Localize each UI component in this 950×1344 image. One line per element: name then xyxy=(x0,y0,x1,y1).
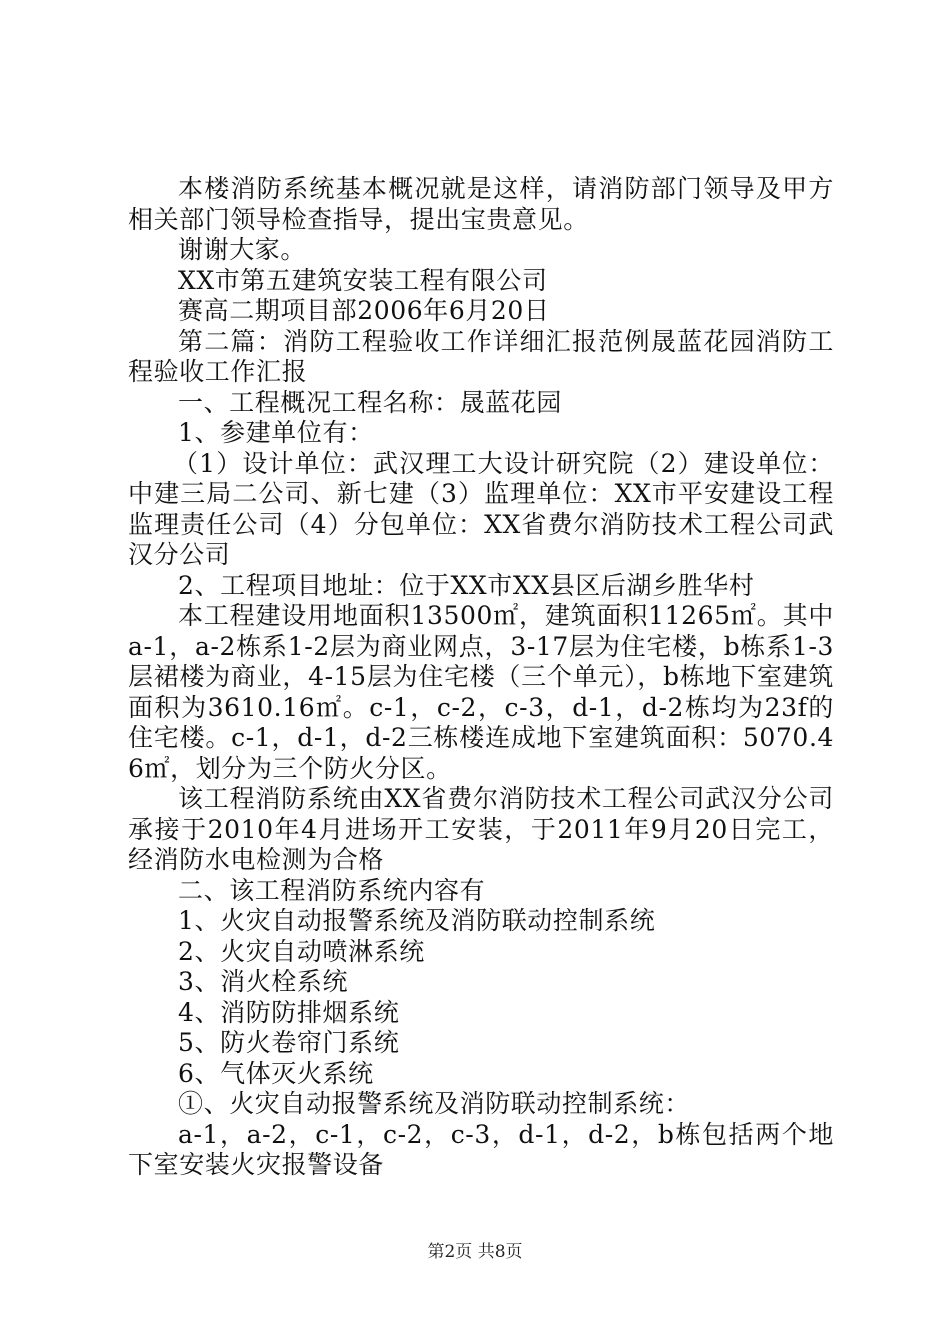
list-item: 6、气体灭火系统 xyxy=(178,1058,374,1088)
section-heading: 第二篇：消防工程验收工作详细汇报范例晟蓝花园消防工程验收工作汇报 xyxy=(128,326,834,386)
paragraph: 本楼消防系统基本概况就是这样，请消防部门领导及甲方相关部门领导检查指导，提出宝贵意见。 xyxy=(128,174,834,234)
document-body xyxy=(128,174,834,1181)
paragraph: 一、工程概况工程名称：晟蓝花园 xyxy=(178,387,563,417)
paragraph: （1）设计单位：武汉理工大设计研究院（2）建设单位：中建三局二公司、新七建（3）监理单位：XX市平安建设工程监理责任公司（4）分包单位：XX省费尔消防技术工程公司武汉分公司 xyxy=(128,448,834,569)
paragraph: 本工程建设用地面积13500㎡，建筑面积11265㎡。其中a-1，a-2栋系1-2层为商业网点，3-17层为住宅楼，b栋系1-3层裙楼为商业，4-15层为住宅楼（三个单元），b栋地下室建筑面积为3610.16㎡。c-1，c-2，c-3，d-1，d-2栋均为23f的住宅楼。c-1，d-1，d-2三栋楼连成地下室建筑面积：5070.46㎡，划分为三个防火分区。 xyxy=(128,601,834,783)
list-item: 3、消火栓系统 xyxy=(178,967,349,996)
paragraph: 赛高二期项目部2006年6月20日 xyxy=(178,296,550,325)
list-item: 5、防火卷帘门系统 xyxy=(178,1028,400,1057)
paragraph: a-1，a-2，c-1，c-2，c-3，d-1，d-2，b栋包括两个地下室安装火灾报警设备 xyxy=(128,1119,834,1179)
page-footer: 第2页 共8页 xyxy=(427,1242,523,1262)
list-item: 4、消防防排烟系统 xyxy=(178,997,400,1027)
paragraph: XX市第五建筑安装工程有限公司 xyxy=(178,265,548,295)
list-item: 2、火灾自动喷淋系统 xyxy=(178,936,425,966)
paragraph: 谢谢大家。 xyxy=(178,235,307,264)
paragraph: 二、该工程消防系统内容有 xyxy=(178,875,486,905)
paragraph: 1、参建单位有： xyxy=(178,418,374,447)
list-item: 1、火灾自动报警系统及消防联动控制系统 xyxy=(178,906,656,935)
paragraph: ①、火灾自动报警系统及消防联动控制系统： xyxy=(178,1089,691,1118)
paragraph: 该工程消防系统由XX省费尔消防技术工程公司武汉分公司承接于2010年4月进场开工安装，于2011年9月20日完工，经消防水电检测为合格 xyxy=(128,784,834,874)
paragraph: 2、工程项目地址：位于XX市XX县区后湖乡胜华村 xyxy=(178,570,755,600)
